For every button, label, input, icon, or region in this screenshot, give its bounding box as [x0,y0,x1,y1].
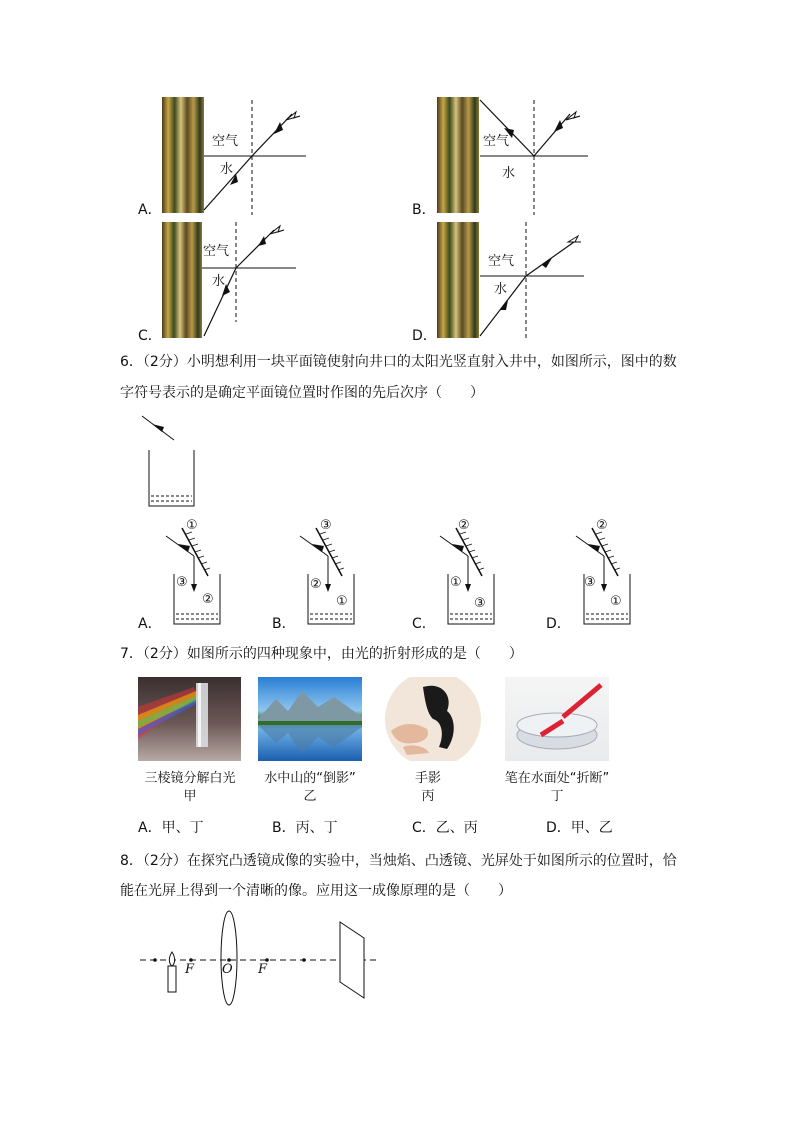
question-7-line-1: 7．（2分）如图所示的四种现象中，由光的折射形成的是（ ） [120,646,523,662]
order-right-c: ③ [474,596,486,611]
forest-photo-a [162,97,204,213]
order-right-d: ① [610,594,622,609]
q7-option-a: A．甲、丁 [138,820,204,836]
convex-lens-diagram [140,908,385,1008]
option-letter-c: C． [138,328,162,344]
order-right-b: ① [336,594,348,609]
water-label-b: 水 [502,166,516,181]
caption-yi: 水中山的“倒影” [264,771,356,786]
caption-bing: 手影 [414,771,441,786]
q6-option-letter-d: D． [546,616,571,632]
focal-point-label-left: F [185,962,195,977]
question-8-line-2: 能在光屏上得到一个清晰的像。应用这一成像原理的是（ ） [120,883,512,899]
pencil-in-water-photo [505,677,609,761]
caption-ding-sub: 丁 [550,789,564,804]
option-letter-b: B． [412,202,436,218]
question-6-line-1: 6．（2分）小明想利用一块平面镜使射向井口的太阳光竖直射入井中，如图所示，图中的数 [120,354,677,370]
air-label-a: 空气 [212,134,239,149]
focal-point-label-right: F [258,962,268,977]
caption-ding: 笔在水面处“折断” [504,771,610,786]
forest-photo-c [162,222,202,338]
q6-option-letter-b: B． [272,616,296,632]
water-label-c: 水 [212,274,226,289]
option-letter-d: D． [412,328,437,344]
order-left-c: ① [450,575,462,590]
q7-option-b: B．丙、丁 [272,820,338,836]
caption-yi-sub: 乙 [303,789,317,804]
question-8-line-1: 8．（2分）在探究凸透镜成像的实验中，当烛焰、凸透镜、光屏处于如图所示的位置时，恰 [120,853,677,869]
order-right-a: ② [202,592,214,607]
order-top-c: ② [458,518,470,533]
refraction-diagram-b [478,100,593,215]
well-diagram [138,412,208,510]
order-left-b: ② [310,577,322,592]
q7-option-d: D．甲、乙 [546,820,613,836]
hand-shadow-photo [383,677,483,761]
order-top-d: ② [596,518,608,533]
refraction-diagram-a [200,100,310,215]
q6-option-letter-c: C． [412,616,436,632]
forest-photo-b [437,97,479,213]
optical-center-label: O [222,962,233,977]
mountain-reflection-photo [258,677,362,761]
water-label-a: 水 [220,162,234,177]
q6-option-letter-a: A． [138,616,162,632]
option-letter-a: A． [138,202,162,218]
caption-jia-sub: 甲 [183,789,197,804]
order-top-a: ① [186,518,198,533]
question-6-line-2: 字符号表示的是确定平面镜位置时作图的先后次序（ ） [120,385,484,401]
caption-jia: 三棱镜分解白光 [144,771,236,786]
air-label-c: 空气 [203,244,230,259]
prism-photo [138,677,241,761]
water-label-d: 水 [494,282,508,297]
order-left-d: ③ [584,575,596,590]
forest-photo-d [437,222,479,338]
q7-option-c: C．乙、丙 [412,820,478,836]
order-left-a: ③ [176,575,188,590]
caption-bing-sub: 丙 [421,789,435,804]
air-label-b: 空气 [483,134,510,149]
air-label-d: 空气 [488,254,515,269]
order-top-b: ③ [320,518,332,533]
